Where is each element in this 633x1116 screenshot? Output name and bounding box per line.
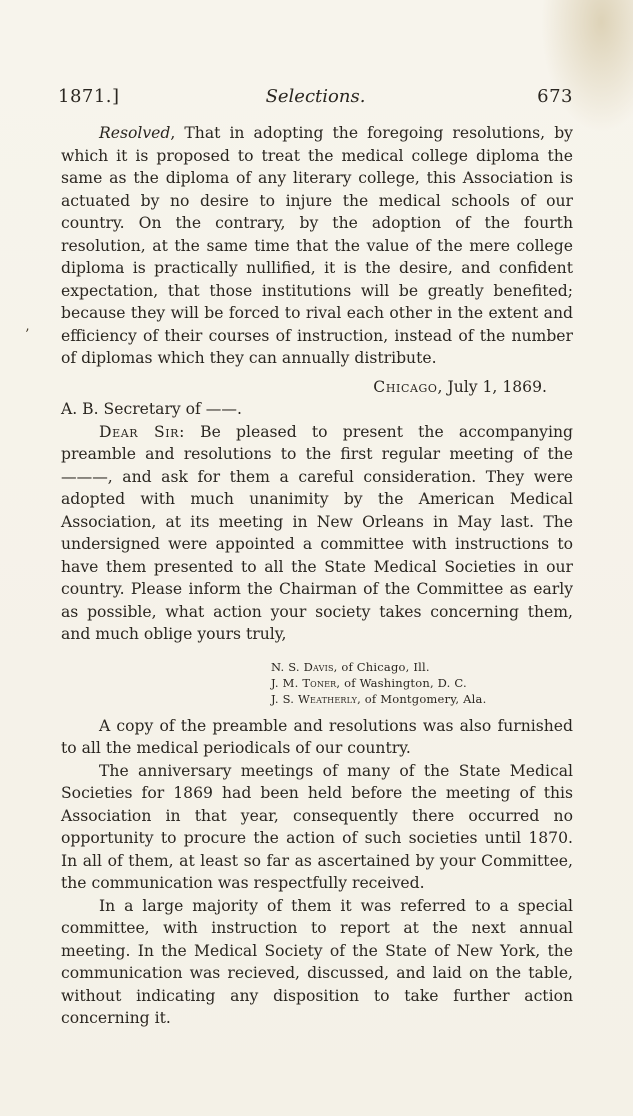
majority-paragraph: In a large majority of them it was referred to a special committee, with instruction to report at the next annual meeting. In the Medical Society of the State of New York, the communication was recieved, discussed, and laid on the table, without indicating any disposition to take further action concerning it. [61, 896, 573, 1027]
signatory-name: J. S. Weatherly [271, 691, 358, 706]
letter-body: Be pleased to present the accompanying preamble and resolutions to the first regular meeting of the ———, and ask for them a careful consideration. They were adopted with much unanimity by the American Medical Association, at its meeting in New Orleans in May last. The undersigned were appointed a committee with instructions to have them presented to all the State Medical Societies in our country. Please inform the Chairman of the Committee as early as possible, what action your society takes concerning them, and much oblige yours truly, [61, 422, 573, 643]
resolved-word: Resolved [99, 124, 171, 142]
page-number: 673 [537, 86, 573, 107]
letter-addressee: A. B. Secretary of ——. [61, 400, 242, 418]
resolved-paragraph [61, 122, 573, 370]
signature-block [271, 659, 573, 707]
anniversary-paragraph: The anniversary meetings of many of the State Medical Societies for 1869 had been held before the meeting of this Association in that year, consequently there occurred no opportunity to procure the action of such societies until 1870. In all of them, at least so far as ascertained by your Committee, the communication was respectfully received. [61, 761, 573, 892]
letter-date-rest: , July 1, 1869. [437, 377, 547, 396]
running-header [58, 86, 573, 110]
letter-date [61, 376, 573, 399]
signatory-place: , of Montgomery, Ala. [357, 691, 487, 706]
signatory-name: N. S. Davis [271, 659, 334, 674]
signatory-place: , of Washington, D. C. [336, 675, 467, 690]
signatory-name: J. M. Toner [271, 675, 337, 690]
signature-line [271, 659, 573, 675]
letter-body-paragraph [61, 421, 573, 646]
header-section-title: Selections. [265, 86, 366, 107]
resolved-text: , That in adopting the foregoing resolutions, by which it is proposed to treat the medical college diploma the same as the diploma of any literary college, this Association is actuated by no desire to injure the medical schools of our country. On the contrary, by the adoption of the fourth resolution, at the same time that the value of the mere college diploma is practically nullified, it is the desire, and confident expectation, that those institutions will be greatly benefited; because they will be forced to rival each other in the extent and efficiency of their courses of instruction, instead of the number of diplomas which they can annually distribute. [61, 124, 573, 367]
letter-date-city: Chicago [373, 377, 438, 396]
header-year: 1871.] [58, 86, 120, 107]
letter-salutation: Dear Sir: [99, 422, 185, 441]
signature-line [271, 675, 573, 691]
pencil-mark-icon: ’ [25, 327, 30, 343]
page-body [61, 122, 573, 1030]
copy-paragraph: A copy of the preamble and resolutions was also furnished to all the medical periodicals of our country. [61, 716, 573, 757]
signatory-place: , of Chicago, Ill. [333, 659, 430, 674]
signature-line [271, 691, 573, 707]
